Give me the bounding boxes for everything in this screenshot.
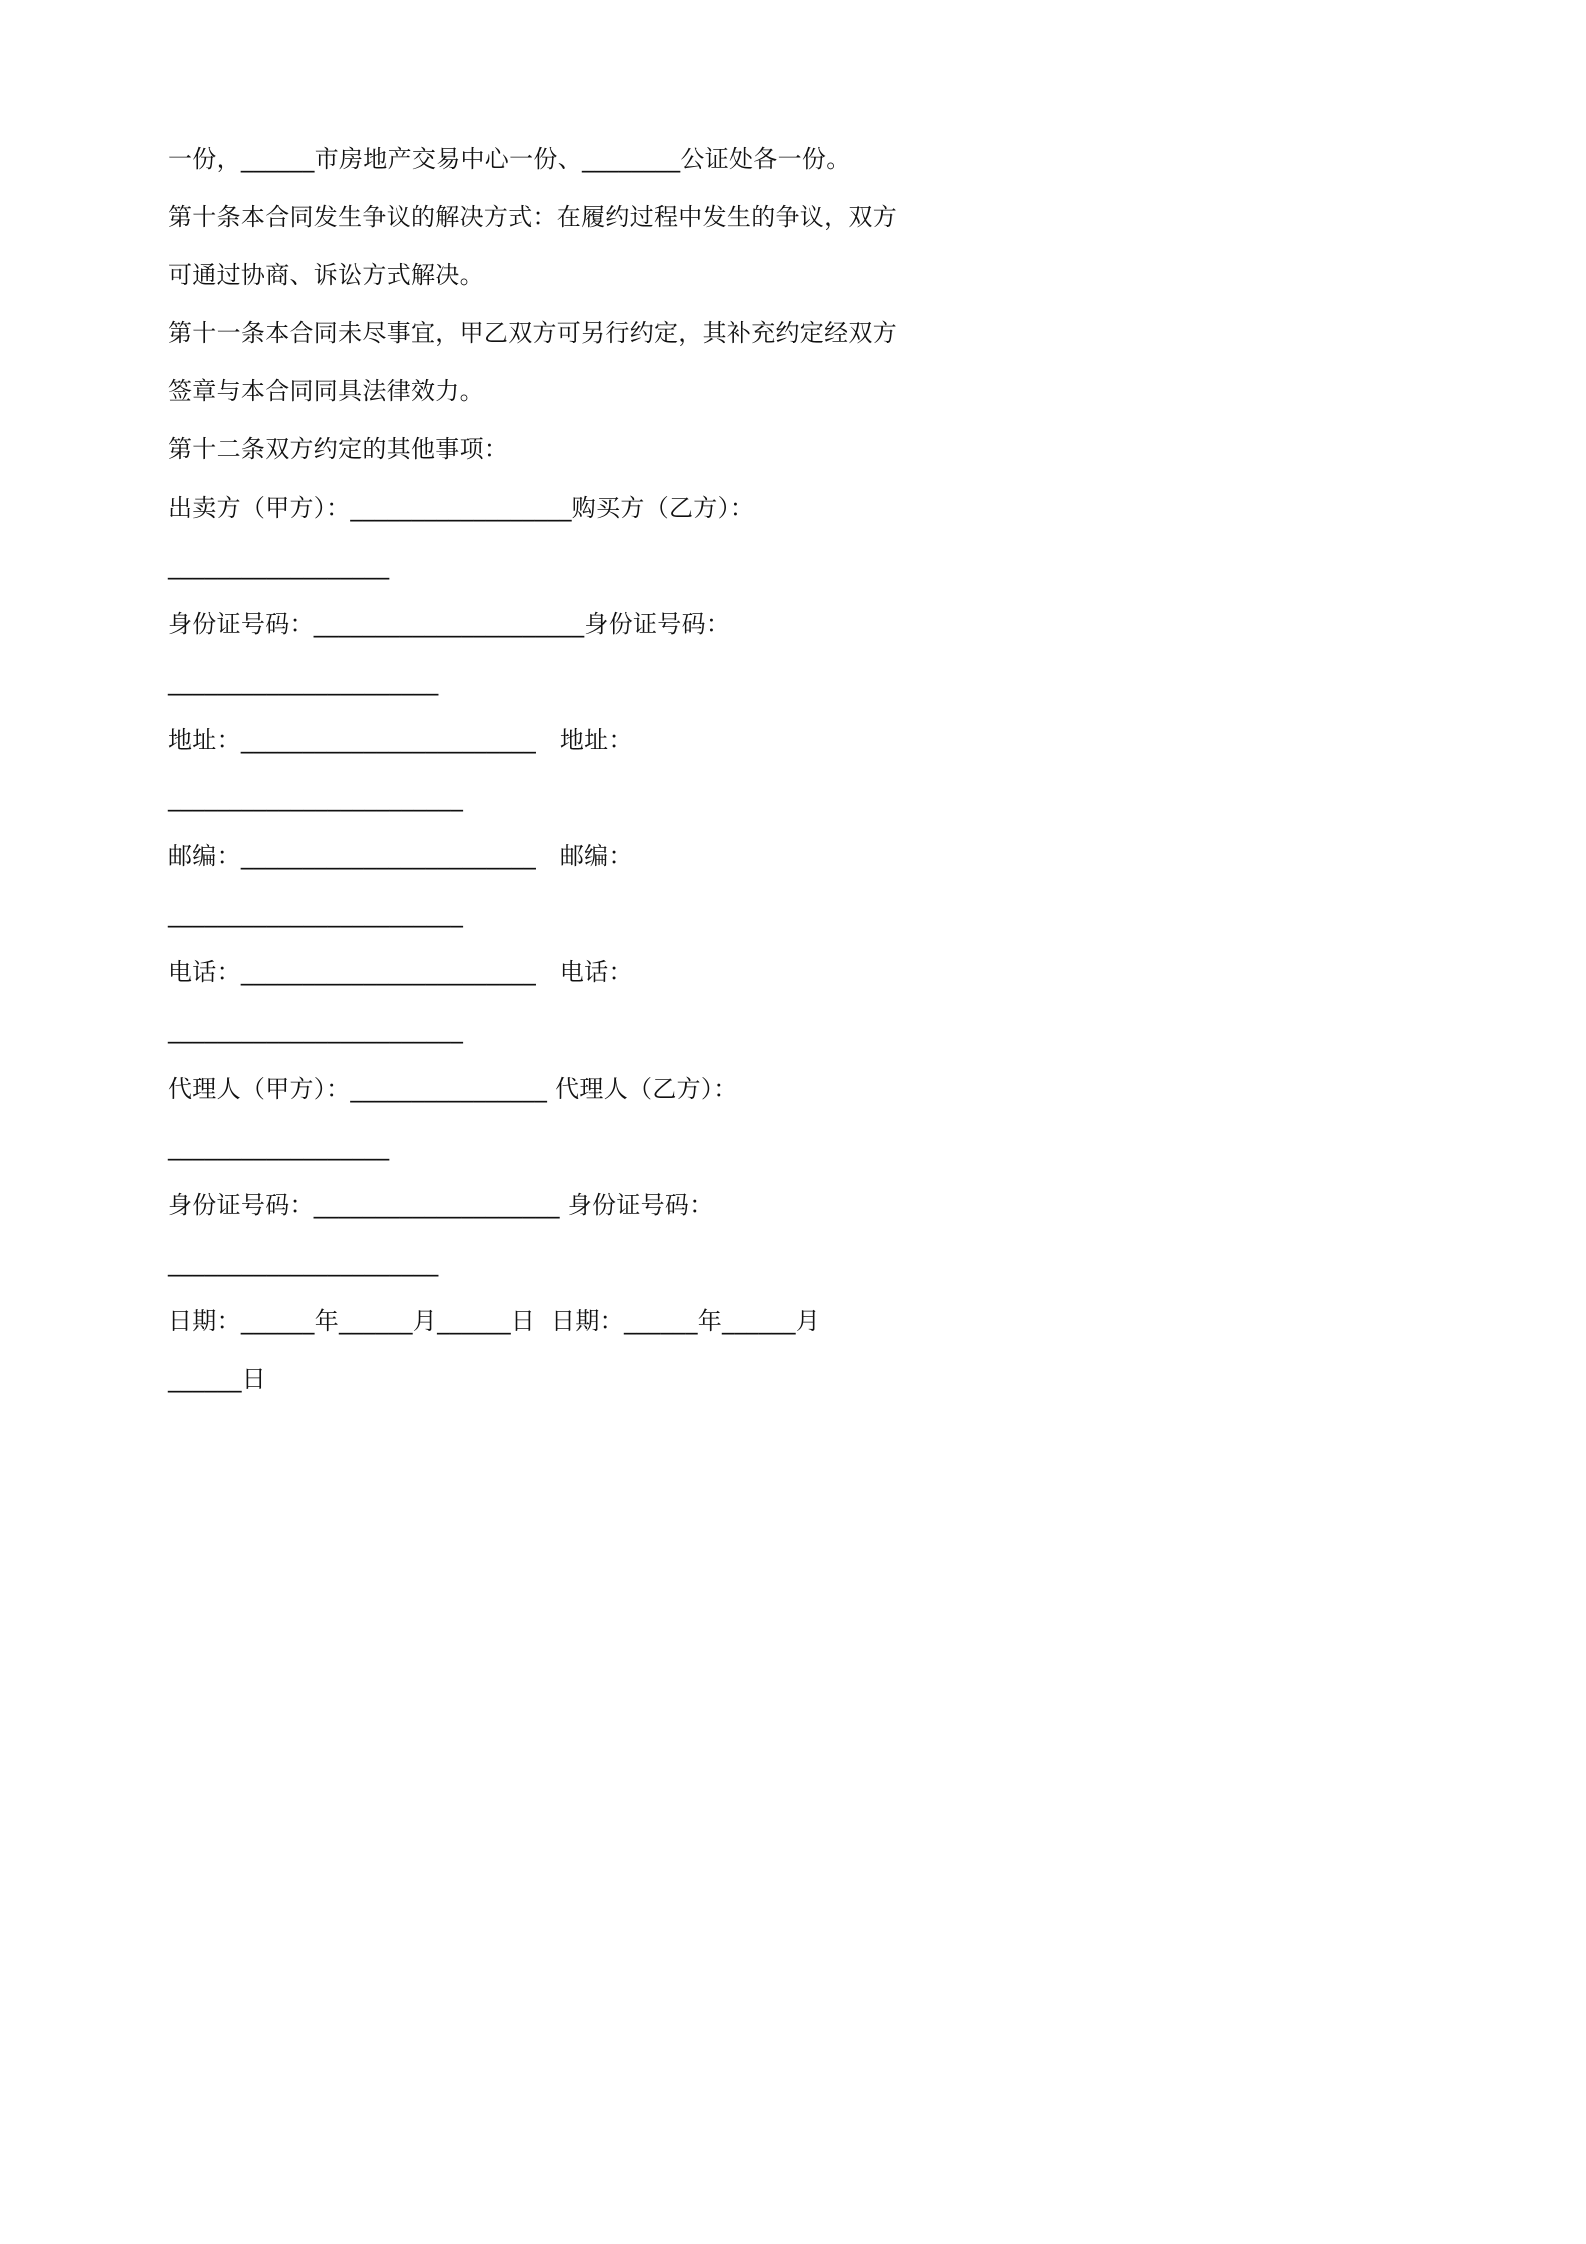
address-blank-line: ________________________	[168, 784, 464, 812]
document-page	[0, 0, 1100, 1556]
address-line: 地址：________________________ 地址：	[168, 726, 633, 754]
agent-line: 代理人（甲方）：________________ 代理人（乙方）：	[168, 1075, 738, 1103]
text-line: 第十一条本合同未尽事宜，甲乙双方可另行约定，其补充约定经双方	[168, 319, 897, 347]
date-blank-line: ______日	[168, 1365, 267, 1393]
postcode-line: 邮编：________________________ 邮编：	[168, 842, 633, 870]
agent-blank-line: __________________	[168, 1133, 390, 1161]
text-line: 一份，______市房地产交易中心一份、________公证处各一份。	[168, 145, 851, 173]
seller-buyer-line: 出卖方（甲方）：__________________购买方（乙方）：	[168, 494, 755, 522]
text-line: 第十二条双方约定的其他事项：	[168, 435, 509, 463]
phone-line: 电话：________________________ 电话：	[168, 958, 633, 986]
date-line: 日期：______年______月______日 日期：______年______月	[168, 1307, 821, 1335]
phone-blank-line: ________________________	[168, 1016, 464, 1044]
agent-id-line: 身份证号码：____________________ 身份证号码：	[168, 1191, 714, 1219]
text-line: 可通过协商、诉讼方式解决。	[168, 261, 484, 289]
agent-id-blank-line: ______________________	[168, 1249, 439, 1277]
id-number-line: 身份证号码：______________________身份证号码：	[168, 610, 731, 638]
id-number-blank-line: ______________________	[168, 668, 439, 696]
text-line: 第十条本合同发生争议的解决方式：在履约过程中发生的争议，双方	[168, 203, 897, 231]
buyer-blank-line: __________________	[168, 552, 390, 580]
text-line: 签章与本合同同具法律效力。	[168, 377, 484, 405]
postcode-blank-line: ________________________	[168, 900, 464, 928]
